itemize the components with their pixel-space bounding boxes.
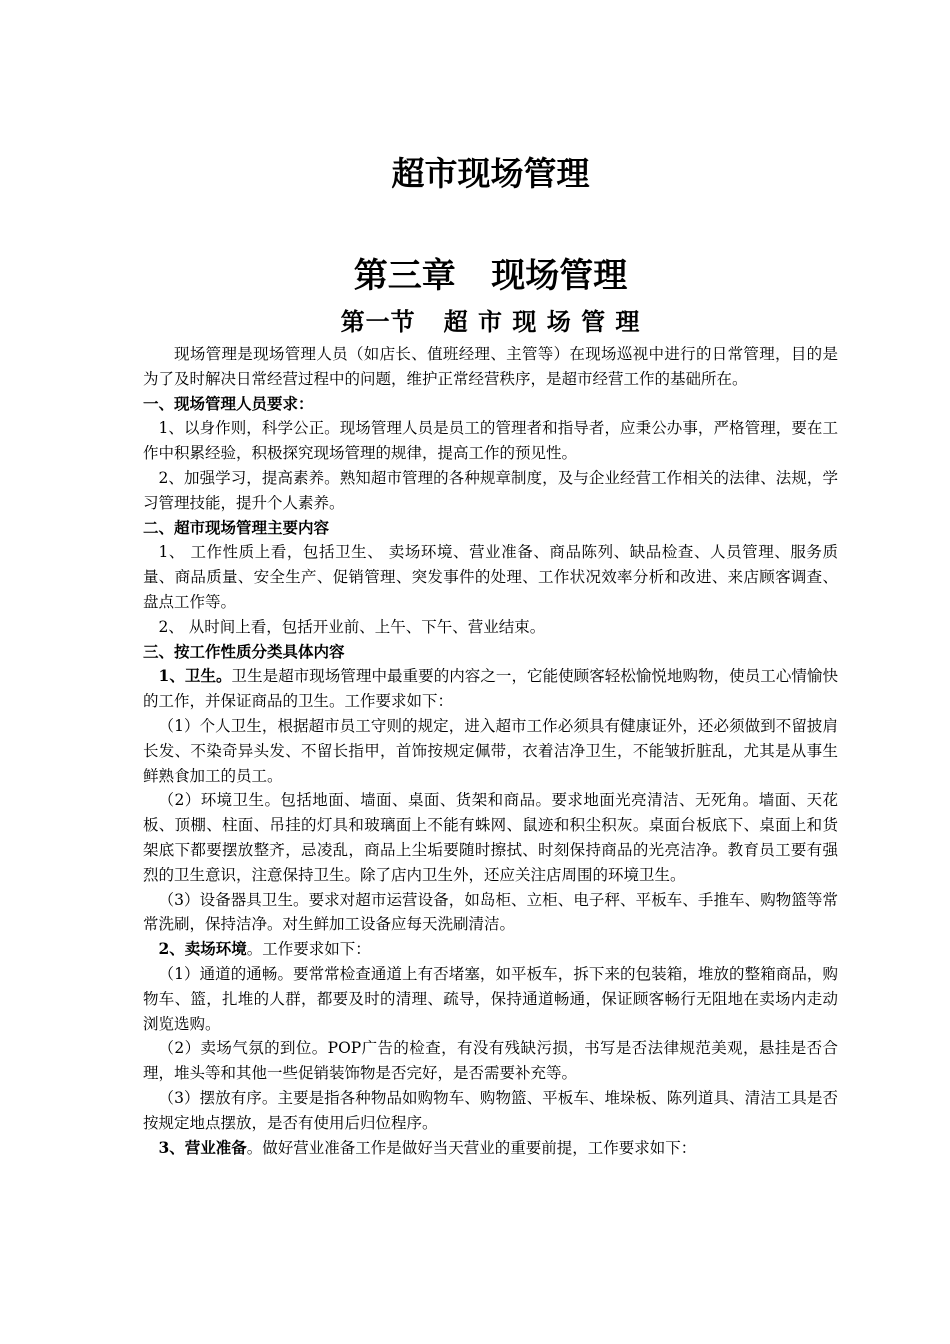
document-title: 超市现场管理 — [391, 154, 590, 193]
heading-main-content: 二、超市现场管理主要内容 — [143, 517, 330, 537]
paragraph-personal-hygiene: （1）个人卫生，根据超市员工守则的规定，进入超市工作必须具有健康证外，还必须做到不留披肩长发、不染奇异头发、不留长指甲，首饰按规定佩带，衣着洁净卫生，不能皱折脏乱，尤其是从事生鲜熟食加工的员工。 — [143, 716, 838, 785]
intro-paragraph: 现场管理是现场管理人员（如店长、值班经理、主管等）在现场巡视中进行的日常管理，目的是为了及时解决日常经营过程中的问题，维护正常经营秩序，是超市经营工作的基础所在。 — [143, 345, 838, 388]
heading-by-work-type: 三、按工作性质分类具体内容 — [143, 641, 345, 661]
paragraph-equipment-hygiene: （3）设备器具卫生。要求对超市运营设备，如岛柜、立柜、电子秤、平板车、手推车、购物篮等常常洗刷，保持洁净。对生鲜加工设备应每天洗刷清洁。 — [143, 890, 838, 934]
hygiene-text: 卫生是超市现场管理中最重要的内容之一，它能使顾客轻松愉悦地购物，使员工心情愉快的工作，并保证商品的卫生。工作要求如下： — [143, 667, 838, 711]
paragraph-hygiene — [143, 664, 838, 714]
section-title: 第一节 超 市 现 场 管 理 — [340, 308, 641, 336]
paragraph-environment-hygiene: （2）环境卫生。包括地面、墙面、桌面、货架和商品。要求地面光亮清洁、无死角。墙面、天花板、顶棚、柱面、吊挂的灯具和玻璃面上不能有蛛网、鼠迹和积尘积灰。桌面台板底下、桌面上和货架底下都要摆放整齐，忌凌乱，商品上尘垢要随时擦拭、时刻保持商品的光亮洁净。教育员工要有强烈的卫生意识，注意保持卫生。除了店内卫生外，还应关注店周围的环境卫生。 — [143, 791, 838, 884]
hygiene-label: 1、卫生。 — [158, 666, 232, 686]
paragraph-atmosphere: （2）卖场气氛的到位。POP广告的检查，有没有残缺污损，书写是否法律规范美观，悬挂是否合理，堆头等和其他一些促销装饰物是否完好，是否需要补充等。 — [143, 1039, 838, 1083]
business-preparation-label: 3、营业准备 — [158, 1137, 247, 1157]
business-preparation-text: 。做好营业准备工作是做好当天营业的重要前提，工作要求如下： — [246, 1138, 697, 1157]
store-environment-text: 。工作要求如下： — [246, 940, 371, 959]
paragraph-content-2: 2、 从时间上看，包括开业前、上午、下午、营业结束。 — [158, 617, 546, 636]
heading-staff-requirements: 一、现场管理人员要求： — [143, 393, 314, 413]
paragraph-staff-2: 2、加强学习，提高素养。熟知超市管理的各种规章制度，及与企业经营工作相关的法律、法规，学习管理技能，提升个人素养。 — [143, 468, 838, 512]
store-environment-label: 2、卖场环境 — [158, 939, 247, 959]
paragraph-staff-1: 1、以身作则，科学公正。现场管理人员是员工的管理者和指导者，应秉公办事，严格管理，要在工作中积累经验，积极探究现场管理的规律，提高工作的预见性。 — [143, 419, 838, 463]
paragraph-orderly-placement: （3）摆放有序。主要是指各种物品如购物车、购物篮、平板车、堆垛板、陈列道具、清洁工具是否按规定地点摆放，是否有使用后归位程序。 — [143, 1088, 838, 1132]
paragraph-content-1: 1、 工作性质上看，包括卫生、 卖场环境、营业准备、商品陈列、缺品检查、人员管理、服务质量、商品质量、安全生产、促销管理、突发事件的处理、工作状况效率分析和改进、来店顾客调查、盘点工作等。 — [143, 543, 838, 611]
paragraph-business-preparation — [143, 1136, 838, 1161]
document-body — [143, 342, 838, 1160]
paragraph-aisles: （1）通道的通畅。要常常检查通道上有否堵塞，如平板车，拆下来的包装箱，堆放的整箱商品，购物车、篮，扎堆的人群，都要及时的清理、疏导，保持通道畅通，保证顾客畅行无阻地在卖场内走动浏览选购。 — [143, 964, 838, 1033]
chapter-title: 第三章 现场管理 — [353, 256, 628, 296]
paragraph-store-environment — [143, 937, 838, 962]
